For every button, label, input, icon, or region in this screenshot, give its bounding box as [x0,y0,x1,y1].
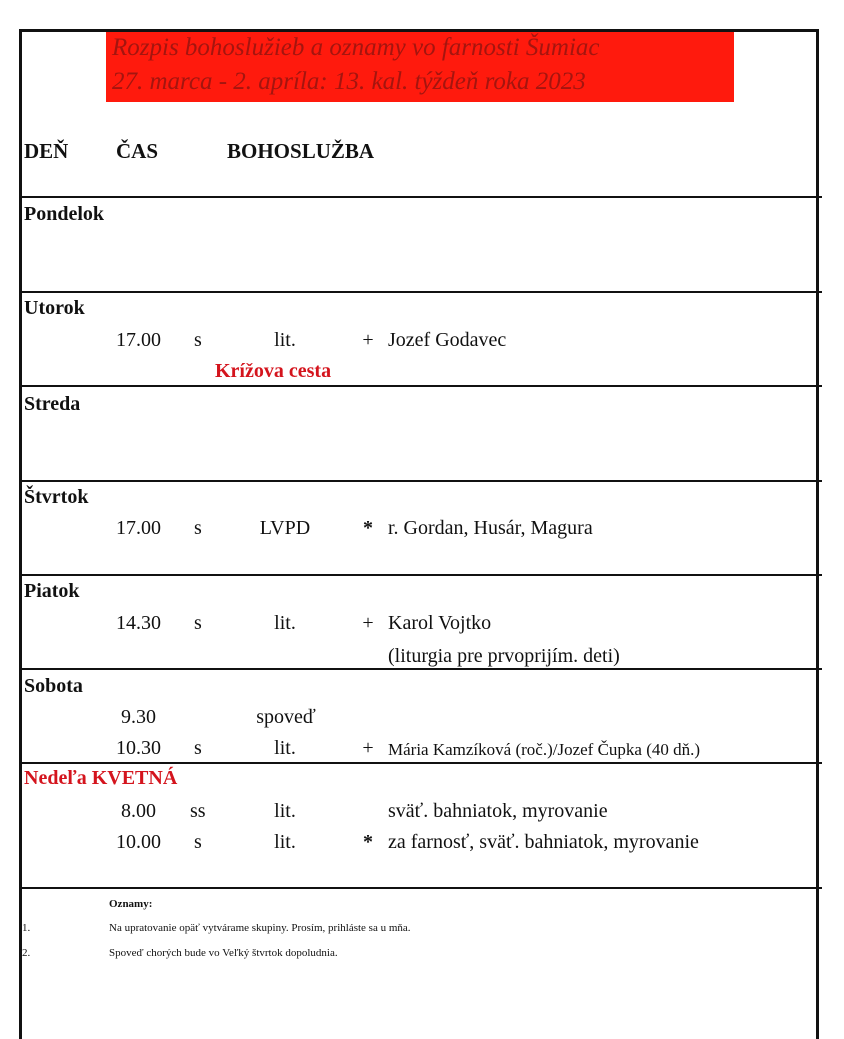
service-mark: * [363,831,373,853]
announcement-text: Na upratovanie opäť vytvárame skupiny. Prosím, prihláste sa u mňa. [109,922,411,934]
announcement-text: Spoveď chorých bude vo Veľký štvrtok dopoludnia. [109,947,338,959]
column-header-time: ČAS [116,139,159,163]
service-kind: lit. [274,737,296,759]
service-rite: s [194,831,202,853]
service-rite: s [194,517,202,539]
service-mark: + [362,329,374,351]
day-label-thursday: Štvrtok [24,486,89,508]
service-time: 10.30 [116,737,161,759]
service-mark: + [362,737,374,759]
service-time: 9.30 [121,706,156,728]
schedule-date-range: 27. marca - 2. apríla: 13. kal. týždeň roka 2023 [112,68,586,95]
row-divider [19,196,822,198]
service-rite: ss [190,800,206,822]
service-intention: r. Gordan, Husár, Magura [388,517,593,539]
service-kind: lit. [274,800,296,822]
row-divider [19,574,822,576]
service-intention: Mária Kamzíková (roč.)/Jozef Čupka (40 dň.) [388,740,701,759]
service-kind: lit. [274,612,296,634]
row-divider [19,762,822,764]
service-rite: s [194,329,202,351]
service-intention-detail: (liturgia pre prvoprijím. deti) [388,645,620,667]
service-intention: sväť. bahniatok, myrovanie [388,800,608,822]
announcements-title: Oznamy: [109,898,153,910]
day-label-sunday: Nedeľa KVETNÁ [24,767,178,789]
service-intention: Karol Vojtko [388,612,492,634]
day-label-saturday: Sobota [24,675,83,697]
service-time: 10.00 [116,831,161,853]
row-divider [19,480,822,482]
service-kind: LVPD [259,517,311,539]
service-rite: s [194,737,202,759]
service-kind: lit. [274,329,296,351]
column-header-service: BOHOSLUŽBA [227,139,375,163]
service-time: 14.30 [116,612,161,634]
row-divider [19,887,822,889]
row-divider [19,385,822,387]
service-time: 17.00 [116,517,161,539]
day-label-friday: Piatok [24,580,80,602]
announcement-number: 2. [22,947,31,959]
column-header-day: DEŇ [24,139,69,163]
service-time: 8.00 [121,800,156,822]
day-label-tuesday: Utorok [24,297,85,319]
service-rite: s [194,612,202,634]
service-mark: + [362,612,374,634]
day-label-wednesday: Streda [24,393,81,415]
row-divider [19,668,822,670]
service-mark: * [363,517,373,539]
announcement-number: 1. [22,922,31,934]
service-time: 17.00 [116,329,161,351]
service-kind: lit. [274,831,296,853]
row-divider [19,291,822,293]
stations-of-cross-note: Krížova cesta [215,360,332,382]
service-kind: spoveď [256,706,316,728]
service-intention: za farnosť, sväť. bahniatok, myrovanie [388,831,699,853]
service-intention: Jozef Godavec [388,329,507,351]
schedule-title: Rozpis bohoslužieb a oznamy vo farnosti Šumiac [112,34,600,61]
day-label-monday: Pondelok [24,203,105,225]
